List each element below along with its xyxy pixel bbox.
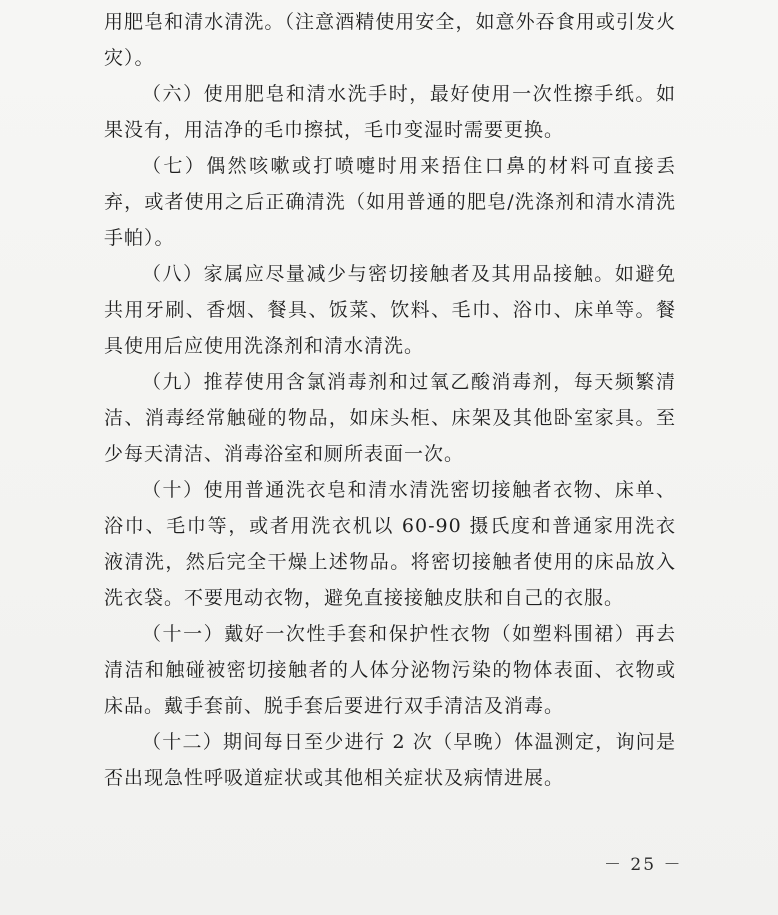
paragraph-item-8: （八）家属应尽量减少与密切接触者及其用品接触。如避免共用牙刷、香烟、餐具、饭菜、饮料、毛巾、浴巾、床单等。餐具使用后应使用洗涤剂和清水清洗。 [104,263,676,357]
paragraph-item-11: （十一）戴好一次性手套和保护性衣物（如塑料围裙）再去清洁和触碰被密切接触者的人体分泌物污染的物体表面、衣物或床品。戴手套前、脱手套后要进行双手清洁及消毒。 [104,623,676,717]
paragraph-item-12: （十二）期间每日至少进行 2 次（早晚）体温测定，询问是否出现急性呼吸道症状或其他相关症状及病情进展。 [104,731,676,789]
page-number: － 25 － [604,855,683,875]
document-body [104,4,676,796]
paragraph-item-10: （十）使用普通洗衣皂和清水清洗密切接触者衣物、床单、浴巾、毛巾等，或者用洗衣机以 60-90 摄氏度和普通家用洗衣液清洗，然后完全干燥上述物品。将密切接触者使用的床品放入洗衣袋。不要甩动衣物，避免直接接触皮肤和自己的衣服。 [104,479,676,609]
paragraph-item-6: （六）使用肥皂和清水洗手时，最好使用一次性擦手纸。如果没有，用洁净的毛巾擦拭，毛巾变湿时需要更换。 [104,83,676,141]
paragraph-item-9: （九）推荐使用含氯消毒剂和过氧乙酸消毒剂，每天频繁清洁、消毒经常触碰的物品，如床头柜、床架及其他卧室家具。至少每天清洁、消毒浴室和厕所表面一次。 [104,371,676,465]
paragraph-continued: 用肥皂和清水清洗。（注意酒精使用安全，如意外吞食用或引发火灾）。 [104,11,676,69]
paragraph-item-7: （七）偶然咳嗽或打喷嚏时用来捂住口鼻的材料可直接丢弃，或者使用之后正确清洗（如用普通的肥皂/洗涤剂和清水清洗手帕）。 [104,155,676,249]
